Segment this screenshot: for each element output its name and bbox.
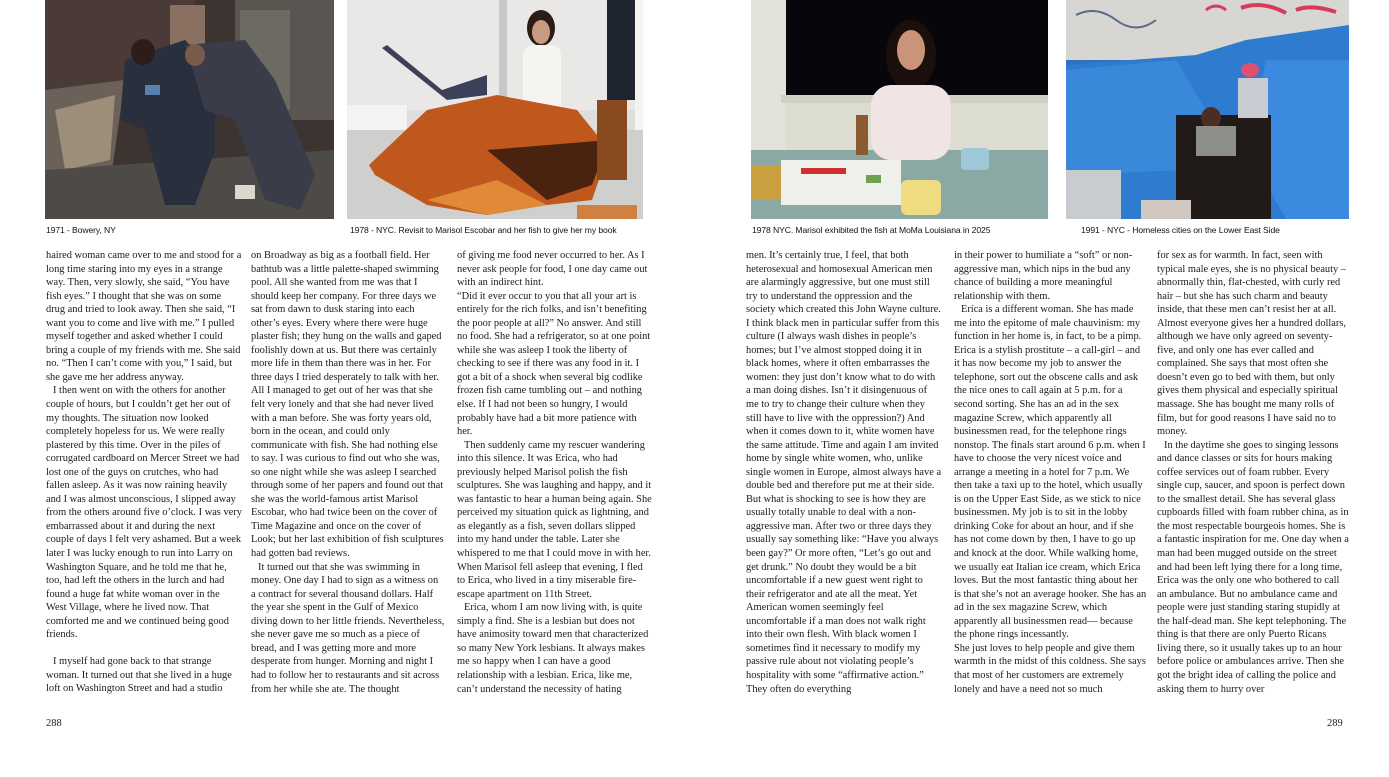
paragraph: men. It’s certainly true, I feel, that both heterosexual and homosexual American men are alarmingly aggressive, but one must still try to understand the oppression and the society which created this John Wayne culture. I think black men in particular suffer from this culture (I always wash dishes in people’s homes; but I’ve almost stopped doing it in black homes, where it often embarrasses the women: they just don’t know what to do with a man doing dishes. Isn’t it disingenuous of me to try to change their culture when they still have to live with the oppression?) And when it comes down to it, white women have the same attitude. Time and again I am invited home by single white women, who, unlike single women in Europe, almost always have a double bed and therefore put me at their side. But what is shocking to see is how they are usually totally unable to deal with a non-aggressive man. After two or three days they usually say something like: “Have you always been gay?” Or more often, “Let’s go out and get drunk.” No doubt they would be a bit uncomfortable if a new guest went right to their refrigerator and ate all the meat. Yet American women seemingly feel uncomfortable if a man does not walk right into their own flesh. With black women I sometimes find it necessary to modify my passive rule about not violating people’s hospitality with some “affirmative action.” They often do everything	[746, 250, 942, 695]
photo-bowery-1971	[45, 0, 334, 219]
paragraph: on Broadway as big as a football field. Her bathtub was a little palette-shaped swimming pool. All she wanted from me was that I should keep her company. For three days we sat from dawn to dusk staring into each other’s eyes. Every where there were huge plaster fish; they hung on the walls and gaped foolishly down at us. But there was certainly more life in them than there was in her. For three days I tried desperately to talk with her. All I managed to get out of her was that she felt very lonely and that she had never lived with a man before. She was forty years old, born in the ocean, and could only communicate with fish. She had nothing else to say. I was curious to find out who she was, so one night while she was asleep I searched through some of her papers and found out that she was the world-famous artist Marisol Escobar, who had twice been on the cover of Time Magazine and once on the cover of Look; but her last exhibition of fish sculptures had gotten bad reviews.	[251, 250, 444, 560]
paragraph: in their power to humiliate a “soft” or non-aggressive man, which nips in the bud any chance of building a more meaningful relationship with them.	[954, 250, 1133, 302]
text-column-left-2	[251, 249, 445, 696]
photo-marisol-fish-1978	[347, 0, 643, 219]
paragraph: I myself had gone back to that strange woman. It turned out that she lived in a huge loft on Washington Street and had a studio	[46, 656, 232, 695]
photo-homeless-1991	[1066, 0, 1349, 219]
photo-caption: 1991 - NYC - Homeless cities on the Lower East Side	[1081, 225, 1280, 235]
paragraph: In the daytime she goes to singing lessons and dance classes or sits for hours making coffee services out of foam rubber. Every single cup, saucer, and spoon is perfect down to the smallest detail. She has several glass cupboards filled with foam rubber china, as in the most respectable bourgeois homes. She is a fantastic inspiration for me. One day when a man had been mugged outside on the street and had been left lying there for a long time, Erica was the only one who bothered to call an ambulance. But no ambulance came and people were just standing staring stupidly at the half-dead man. She kept telephoning. The thing is that there are only Puerto Ricans living there, so it usually takes up to an hour before police or ambulances arrive. Then she got the bright idea of calling the police and asking them to hurry over	[1157, 439, 1349, 695]
photo-caption: 1978 NYC. Marisol exhibited the fish at MoMa Louisiana in 2025	[752, 225, 991, 235]
photo-caption: 1971 - Bowery, NY	[46, 225, 116, 235]
paragraph: Then suddenly came my rescuer wandering into this silence. It was Erica, who had previously helped Marisol polish the fish sculptures. She was laughing and happy, and it was fantastic to hear a human being again. She perceived my situation quick as lightning, and as elegantly as a fish, seven dollars slipped into my hand under the table. Later she whispered to me that I could move in with her. When Marisol fell asleep that evening, I fled to Erica, who lived in a tiny miserable fire-escape apartment on 11th Street.	[457, 439, 652, 600]
paragraph: It turned out that she was swimming in money. One day I had to sign as a witness on a contract for several thousand dollars. Half the year she spent in the Gulf of Mexico diving down to her little friends. Nevertheless, she never gave me so much as a piece of bread, and I was getting more and more desperate from hunger. Morning and night I had to follow her to restaurants and sit across from her while she ate. The thought	[251, 561, 445, 695]
paragraph: of giving me food never occurred to her. As I never ask people for food, I one day came out with an indirect hint.	[457, 250, 648, 289]
marisol-fish-sculpture-image	[347, 0, 643, 219]
paragraph: Erica is a different woman. She has made me into the epitome of male chauvinism: my function in her home is, in fact, to be a pimp. Erica is a stylish prostitute – a call-girl – and it has now become my job to answer the telephone, sort out the obscene calls and ask the nice ones to call again at 5 p.m. for a second sorting. She has an ad in the sex magazine Screw, which apparently all businessmen read, for the telephone rings nonstop. The finals start around 6 p.m. when I have to choose the very nicest voice and arrange a meeting in a hotel for 7 p.m. We then take a taxi up to the hotel, which usually is on the Upper East Side, as we stick to nice businessmen. My job is to sit in the lobby drinking Coke for about an hour, and if she has not come down by then, I have to go up and knock at the door. While walking home, we usually eat Italian ice cream, which Erica loves. But the most fantastic thing about her is that she’s not an average hooker. She has an ad in the sex magazine Screw, which apparently all businessmen read— because the phone rings incessantly.	[954, 304, 1147, 641]
photo-marisol-table-1978	[751, 0, 1048, 219]
paragraph: “Did it ever occur to you that all your art is entirely for the rich folks, and isn’t benefiting the poor people at all?” No answer. And still no food. She had a refrigerator, so at one point while she was asleep I took the liberty of checking to see if there was any food in it. I got a bit of a shock when several big codlike frozen fish came tumbling out – and nothing else. If I had not been so hungry, I would probably have had a bit more patience with her.	[457, 290, 651, 438]
paragraph: I then went on with the others for another couple of hours, but I couldn’t get her out of my thoughts. The situation now looked completely hopeless for us. We were really plastered by this time. Over in the piles of corrugated cardboard on Mercer Street we had lost one of the guys on crutches, who had fallen asleep. As it was now raining heavily and I was almost unconscious, I slipped away from the others around five o’clock. I was very embarrassed about it and during the next couple of days I felt very ashamed. But a week later I was lucky enough to run into Larry on Washington Square, and he told me that he, too, had left the others in the lurch and had found a huge fat white woman over in the West Village, where he lived now. That comforted me and we continued being good friends.	[46, 385, 242, 641]
bowery-sleeping-men-image	[45, 0, 334, 219]
text-column-right-1	[746, 249, 942, 696]
text-column-right-3	[1157, 249, 1351, 696]
text-column-left-3	[457, 249, 653, 696]
text-column-left-1	[46, 249, 242, 696]
photo-caption: 1978 - NYC. Revisit to Marisol Escobar and her fish to give her my book	[350, 225, 617, 235]
page-number-right: 289	[1327, 718, 1343, 729]
paragraph: for sex as for warmth. In fact, seen with typical male eyes, she is no physical beauty – abnormally thin, flat-chested, with curly red hair – but she has such charm and beauty inside, that these men can’t resist her at all. Almost everyone gives her a hundred dollars, although we have only agreed on seventy-five, and only one has ever called and complained. She says that most often she doesn’t even go to bed with them, but only gives them physical and especially spiritual massage. She has bought me many rolls of film, but for good reasons I have said no to money.	[1157, 250, 1346, 438]
text-column-right-2	[954, 249, 1147, 696]
paragraph: Erica, whom I am now living with, is quite simply a find. She is a lesbian but does not have animosity toward men that characterized so many New York lesbians. It always makes me so happy when I can have a good relationship with a lesbian. Erica, like me, can’t understand the necessity of hating	[457, 602, 649, 695]
marisol-seated-image	[751, 0, 1048, 219]
page-number-left: 288	[46, 718, 62, 729]
paragraph: She just loves to help people and give them warmth in the midst of this coldness. She says that most of her customers are extremely lonely and have a need not so much	[954, 642, 1146, 695]
paragraph: haired woman came over to me and stood for a long time staring into my eyes in a strange way. Then, very slowly, she said, “You have fish eyes.” I thought that she was on some drug and tried to look away. Then she said, “I want you to come and live with me.” I pulled myself together and asked whether I could bring a couple of my friends with me. She said no. “Then I can’t come with you,” I said, but she gave me her address anyway.	[46, 250, 242, 383]
homeless-tarp-city-image	[1066, 0, 1349, 219]
